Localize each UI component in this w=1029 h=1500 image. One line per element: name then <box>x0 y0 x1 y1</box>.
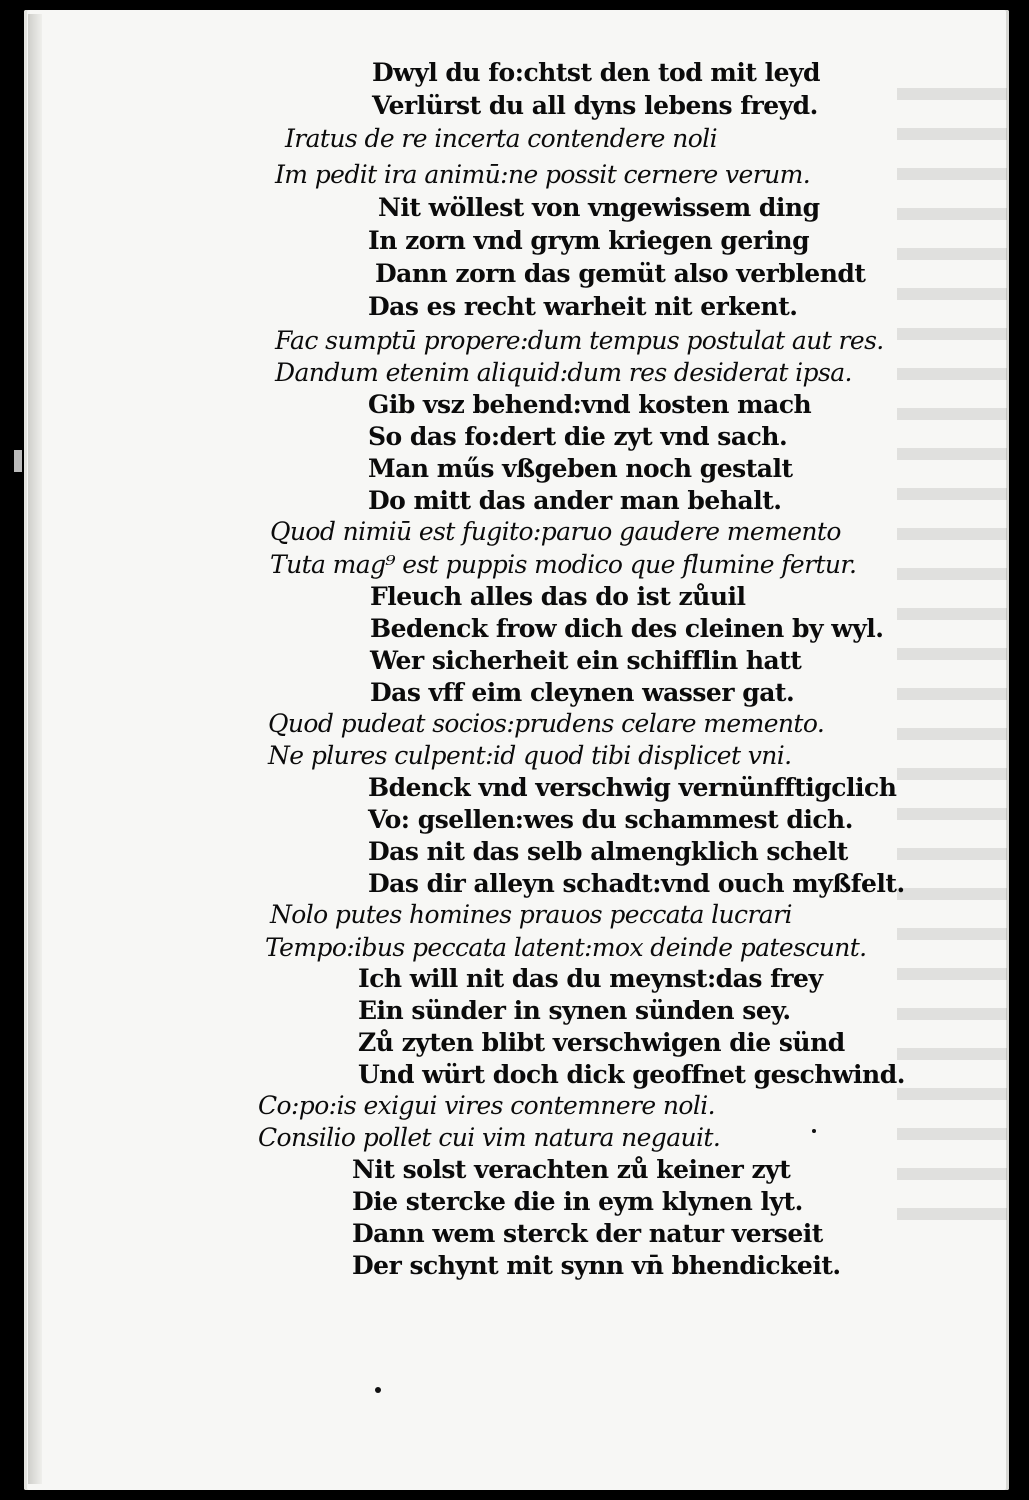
verse-line: Ein sünder in synen sünden sey. <box>358 996 791 1025</box>
verse-line: Ich will nit das du meynst:das frey <box>358 964 823 993</box>
verse-line: Do mitt das ander man behalt. <box>368 486 782 515</box>
verse-line: Das nit das selb almengklich schelt <box>368 837 848 866</box>
verse-line: Quod pudeat socios:prudens celare memento. <box>268 709 825 738</box>
verse-line: Iratus de re incerta contendere noli <box>285 124 717 153</box>
verse-line: Ne plures culpent:id quod tibi displicet vni. <box>268 741 792 770</box>
verse-line: Die stercke die in eym klynen lyt. <box>352 1187 803 1216</box>
verse-line: So das fo:dert die zyt vnd sach. <box>368 422 788 451</box>
verse-line: Gib vsz behend:vnd kosten mach <box>368 390 812 419</box>
ink-speck <box>375 1387 381 1393</box>
verse-line: Consilio pollet cui vim natura negauit. <box>258 1123 721 1152</box>
verse-line: Bedenck frow dich des cleinen by wyl. <box>370 614 884 643</box>
verse-line: Fac sumptū propere:dum tempus postulat aut res. <box>275 326 884 355</box>
verse-line: Der schynt mit synn vn̄ bhendickeit. <box>352 1251 841 1280</box>
verse-line: In zorn vnd grym kriegen gering <box>368 226 810 255</box>
verse-line: Nolo putes homines prauos peccata lucrari <box>270 900 792 929</box>
verse-line: Verlürst du all dyns lebens freyd. <box>372 91 818 120</box>
verse-line: Dandum etenim aliquid:dum res desiderat ipsa. <box>275 358 852 387</box>
verse-line: Dann wem sterck der natur verseit <box>352 1219 823 1248</box>
verse-line: Tempo:ibus peccata latent:mox deinde patescunt. <box>265 933 867 962</box>
ink-speck <box>812 1129 816 1133</box>
verse-line: Man műs vßgeben noch gestalt <box>368 454 793 483</box>
verse-line: Zů zyten blibt verschwigen die sünd <box>358 1028 845 1057</box>
verse-line: Dwyl du fo:chtst den tod mit leyd <box>372 58 821 87</box>
verse-line: Tuta mag⁹ est puppis modico que flumine fertur. <box>270 550 857 579</box>
verse-line: Das dir alleyn schadt:vnd ouch myßfelt. <box>368 869 905 898</box>
verse-line: Das es recht warheit nit erkent. <box>368 292 798 321</box>
verse-line: Nit wöllest von vngewissem ding <box>378 193 820 222</box>
verse-line: Bdenck vnd verschwig vernünfftigclich <box>368 773 897 802</box>
verse-line: Im pedit ira animū:ne possit cernere verum. <box>275 160 811 189</box>
verse-line: Quod nimiū est fugito:paruo gaudere memento <box>270 517 841 546</box>
verse-line: Dann zorn das gemüt also verblendt <box>375 259 866 288</box>
verse-line: Vo: gsellen:wes du schammest dich. <box>368 805 853 834</box>
verse-line: Fleuch alles das do ist zůuil <box>370 582 746 611</box>
verse-line: Nit solst verachten zů keiner zyt <box>352 1155 791 1184</box>
verse-line: Und würt doch dick geoffnet geschwind. <box>358 1060 905 1089</box>
verse-line: Co:po:is exigui vires contemnere noli. <box>258 1091 716 1120</box>
verse-line: Das vff eim cleynen wasser gat. <box>370 678 795 707</box>
verse-line: Wer sicherheit ein schifflin hatt <box>370 646 802 675</box>
